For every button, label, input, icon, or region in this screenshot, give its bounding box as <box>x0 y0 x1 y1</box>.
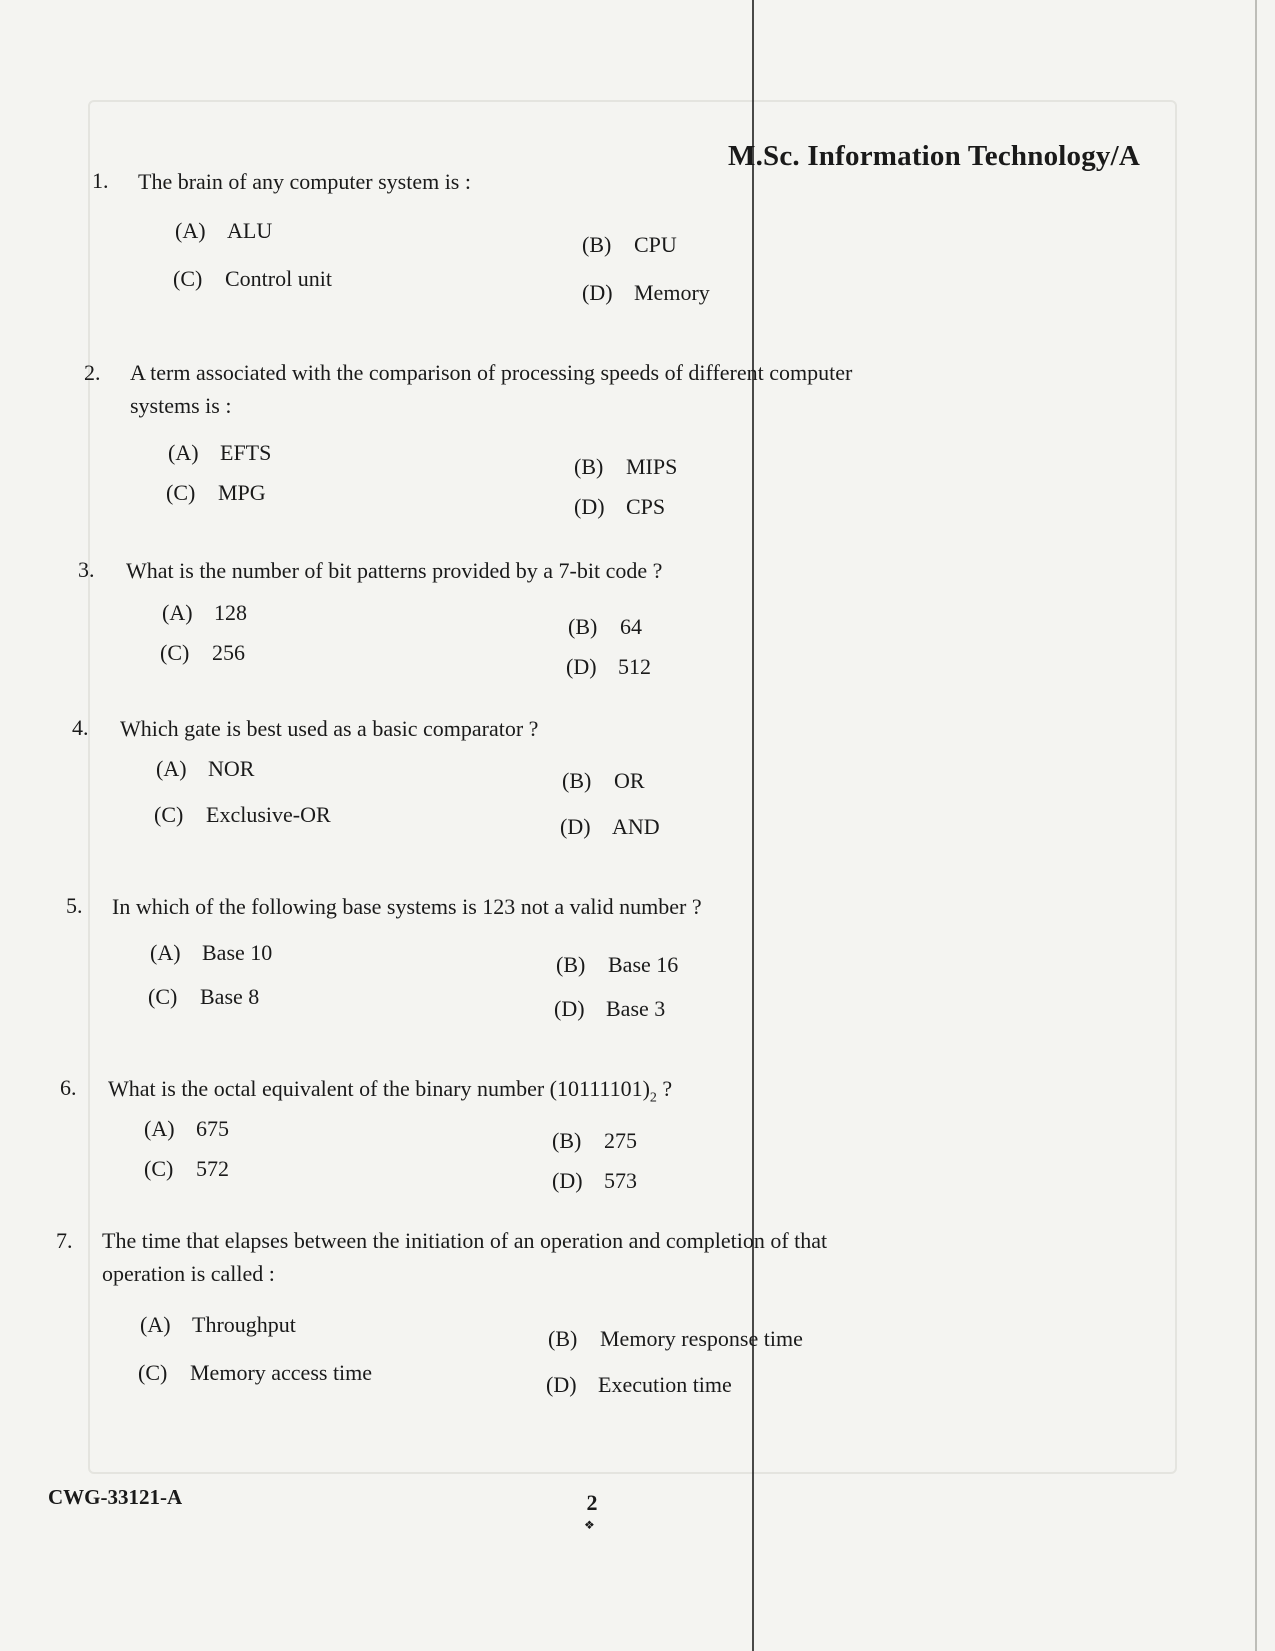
question-text: The time that elapses between the initiation of an operation and completion of that operation is called : <box>102 1228 828 1286</box>
question-number: 3. <box>78 557 95 582</box>
option-b: (B) MIPS <box>574 454 678 479</box>
fold-line <box>752 0 754 1651</box>
option-d: (D) 573 <box>552 1168 637 1193</box>
option-a: (A) NOR <box>156 756 255 781</box>
question-number: 7. <box>56 1228 73 1253</box>
option-d: (D) CPS <box>574 494 666 519</box>
question-text: A term associated with the comparison of processing speeds of different computer systems is : <box>130 360 853 418</box>
question-text: What is the number of bit patterns provided by a 7-bit code ? <box>126 558 663 583</box>
paper-code: CWG-33121-A <box>48 1485 183 1509</box>
option-b: (B) CPU <box>582 232 677 257</box>
option-b: (B) 275 <box>552 1128 637 1153</box>
option-d: (D) 512 <box>566 654 651 679</box>
question-number: 5. <box>66 893 83 918</box>
question-text: In which of the following base systems is 123 not a valid number ? <box>112 894 702 919</box>
page-number: 2 <box>586 1490 598 1515</box>
question-number: 6. <box>60 1075 77 1100</box>
question-text: Which gate is best used as a basic comparator ? <box>120 716 539 741</box>
option-c: (C) Control unit <box>173 266 332 291</box>
question-text: The brain of any computer system is : <box>138 169 471 194</box>
option-a: (A) EFTS <box>168 440 272 465</box>
option-a: (A) 128 <box>162 600 247 625</box>
option-a: (A) 675 <box>144 1116 229 1141</box>
option-d: (D) Base 3 <box>554 996 666 1021</box>
question-number: 2. <box>84 360 101 385</box>
base-subscript: 2 <box>649 1090 657 1106</box>
option-c: (C) 256 <box>160 640 245 665</box>
question-number: 4. <box>72 715 89 740</box>
option-c: (C) Base 8 <box>148 984 260 1009</box>
option-d: (D) AND <box>560 814 660 839</box>
option-a: (A) Throughput <box>140 1312 296 1337</box>
option-d: (D) Memory <box>582 280 710 305</box>
ornament-icon: ❖ <box>584 1518 595 1532</box>
question-number: 1. <box>92 168 109 193</box>
question-text: What is the octal equivalent of the binary number $(10111101)_2$ ? <box>108 1076 673 1106</box>
page-edge <box>1255 0 1257 1651</box>
option-a: (A) ALU <box>175 218 273 243</box>
option-c: (C) Memory access time <box>138 1360 373 1385</box>
option-c: (C) 572 <box>144 1156 229 1181</box>
option-a: (A) Base 10 <box>150 940 273 965</box>
option-c: (C) MPG <box>166 480 266 505</box>
option-b: (B) OR <box>562 768 645 793</box>
exam-title: M.Sc. Information Technology/A <box>728 140 1141 172</box>
option-b: (B) Memory response time <box>548 1326 803 1351</box>
option-c: (C) Exclusive-OR <box>154 802 331 827</box>
option-d: (D) Execution time <box>546 1372 732 1397</box>
option-b: (B) 64 <box>568 614 642 639</box>
option-b: (B) Base 16 <box>556 952 679 977</box>
